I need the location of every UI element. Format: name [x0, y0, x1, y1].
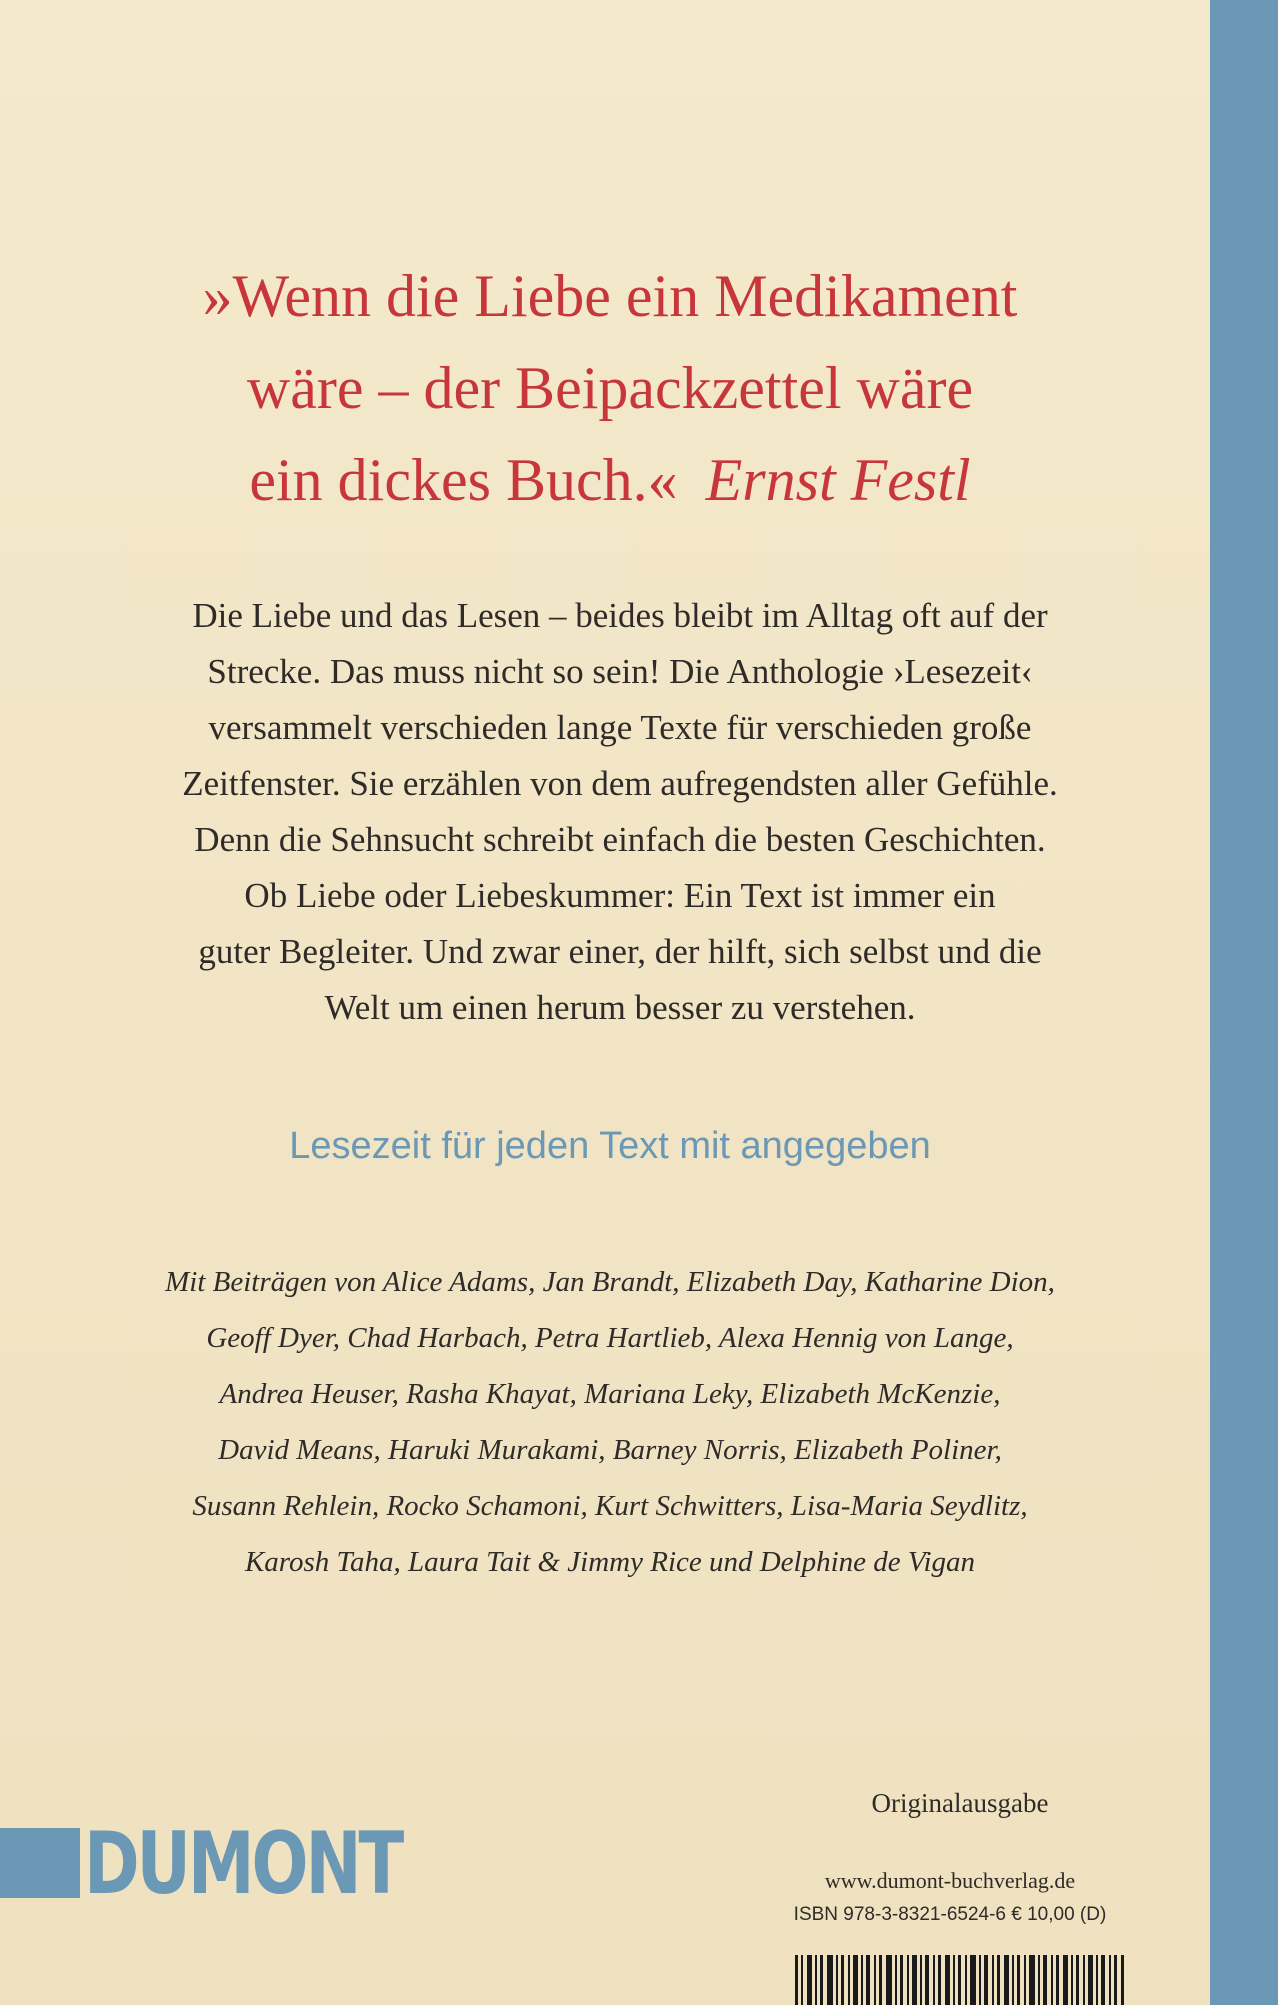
blurb-line: Zeitfenster. Sie erzählen von dem aufregendsten aller Gefühle. — [182, 764, 1058, 803]
blurb-line: versammelt verschieden lange Texte für verschieden große — [208, 708, 1032, 747]
quote-author: Ernst Festl — [705, 447, 971, 513]
isbn-price: ISBN 978-3-8321-6524-6 € 10,00 (D) — [793, 1904, 1107, 1925]
quote-line-1: »Wenn die Liebe ein Medikament — [202, 263, 1018, 329]
contributors-line: Karosh Taha, Laura Tait & Jimmy Rice und Delphine de Vigan — [244, 1546, 976, 1578]
blurb — [80, 588, 1160, 1036]
publisher-logo: DUMONT — [84, 1814, 402, 1914]
publisher-url: www.dumont-buchverlag.de — [824, 1868, 1076, 1893]
tagline: Lesezeit für jeden Text mit angegeben — [289, 1125, 931, 1167]
blurb-line: Ob Liebe oder Liebeskummer: Ein Text ist immer ein — [244, 876, 996, 915]
edition-label: Originalausgabe — [871, 1788, 1049, 1818]
blurb-line: Die Liebe und das Lesen – beides bleibt im Alltag oft auf der — [192, 596, 1048, 635]
quote-line-3 — [60, 434, 1160, 526]
blurb-line: guter Begleiter. Und zwar einer, der hilft, sich selbst und die — [198, 932, 1042, 971]
quote-line-3-text: ein dickes Buch.« — [249, 447, 678, 513]
contributors-line: Mit Beiträgen von Alice Adams, Jan Brandt, Elizabeth Day, Katharine Dion, — [165, 1266, 1055, 1298]
quote — [60, 250, 1160, 526]
spine-stripe — [1210, 0, 1278, 2005]
blurb-line: Welt um einen herum besser zu verstehen. — [324, 988, 916, 1027]
contributors-line: Geoff Dyer, Chad Harbach, Petra Hartlieb, Alexa Hennig von Lange, — [206, 1322, 1014, 1354]
contributors — [60, 1254, 1160, 1590]
quote-line-2: wäre – der Beipackzettel wäre — [246, 355, 974, 421]
publisher-logo-bar — [0, 1828, 80, 1898]
barcode — [795, 1955, 1125, 2005]
contributors-line: Susann Rehlein, Rocko Schamoni, Kurt Schwitters, Lisa-Maria Seydlitz, — [192, 1490, 1028, 1522]
blurb-line: Denn die Sehnsucht schreibt einfach die besten Geschichten. — [194, 820, 1046, 859]
contributors-line: David Means, Haruki Murakami, Barney Norris, Elizabeth Poliner, — [218, 1434, 1002, 1466]
blurb-line: Strecke. Das muss nicht so sein! Die Anthologie ›Lesezeit‹ — [207, 652, 1033, 691]
contributors-line: Andrea Heuser, Rasha Khayat, Mariana Leky, Elizabeth McKenzie, — [219, 1378, 1001, 1410]
